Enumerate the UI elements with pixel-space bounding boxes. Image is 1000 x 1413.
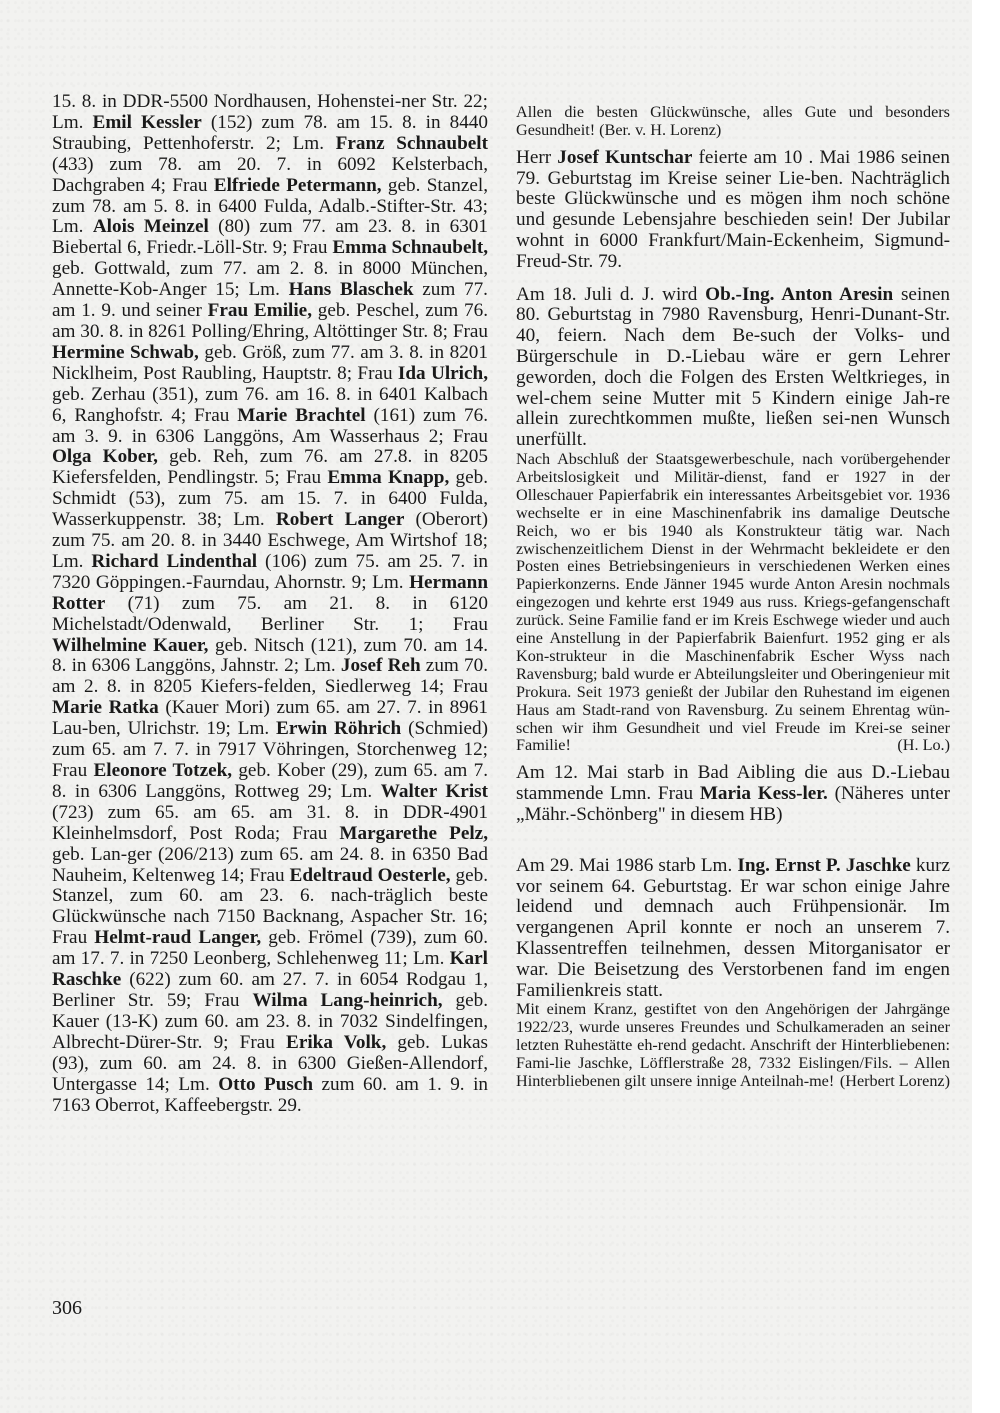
person-name: Olga Kober,	[52, 446, 158, 468]
kessler-obituary	[516, 763, 950, 825]
article-body: (Näheres unter „Mähr.-Schönberg" in diesem HB)	[516, 783, 951, 825]
entry-details: zum 70. am 2. 8. in 8205 Kiefers-felden, Siedlerweg 14; Frau	[52, 655, 488, 698]
entry-details: (80) zum 77. am 23. 8. in 6301 Biebertal 6, Friedr.-Löll-Str. 9; Frau	[52, 216, 488, 259]
entry-details: (433) zum 78. am 20. 7. in 6092 Kelsterbach, Dachgraben 4; Frau	[52, 153, 488, 196]
person-name: Erika Volk,	[286, 1031, 387, 1053]
entry-details: (Schmied) zum 65. am 7. 7. in 7917 Vöhringen, Storchenweg 12; Frau	[52, 718, 488, 781]
biography-text: Nach Abschluß der Staatsgewerbeschule, nach vorübergehender Arbeitslosigkeit und Militär-dienst, fand er 1927 in der Olleschauer Papierfabrik ein interessantes Arbeitsgebiet vor. 1936 wechselte er in eine Maschinenfabrik ins damalige Deutsche Reich, wo er bis 1940 als Konstrukteur tätig war. Nach zwischenzeitlichem Dienst in der Wehrmacht bekleidete er den Posten eines Betriebsingenieurs in verschiedenen Werken eines Papierkonzerns. Ende Jänner 1945 wurde Anton Aresin nochmals eingezogen und kehrte erst 1949 aus russ. Kriegs-gefangenschaft zurück. Seine Familie fand er im Kreis Eschwege wieder und auch eine Anstellung in der Papierfabrik Baienfurt. 1952 ging er als Kon-strukteur in die Maschinenfabrik Escher Wyss nach Ravensburg; bald wurde er Abteilungsleiter und Oberingenieur mit Prokura. Seit 1973 genießt der Jubilar den Ruhestand im eigenen Haus am Stadt-rand von Ravensburg. Zu seinem Ehrentag wün-schen wir ihm Gesundheit und viel Freude im Krei-se seiner Familie!	[516, 449, 950, 755]
person-name: Ida Ulrich,	[397, 362, 488, 384]
person-name: Hermine Schwab,	[52, 341, 199, 363]
person-name: Emil Kessler	[92, 111, 202, 133]
author-signature: (Herbert Lorenz)	[839, 1071, 950, 1090]
article-body: kurz vor seinem 64. Geburtstag. Er war schon einige Jahre leidend und demnach auch Frühpensionär. Im vergangenen April konnte er noch an unserem 7. Klassentreffen teilnehmen, dessen Mitorganisator er war. Die Beisetzung des Verstorbenen fand im engen Familienkreis statt.	[516, 854, 951, 1001]
entry-details: geb. Größ, zum 77. am 3. 8. in 8201 Nicklheim, Post Raubling, Hauptstr. 8; Frau	[52, 341, 488, 384]
person-name: Margarethe Pelz,	[339, 822, 488, 844]
entry-details: (723) zum 65. am 65. am 31. 8. in DDR-4901 Kleinhelmsdorf, Post Roda; Frau	[52, 801, 488, 844]
entry-details: zum 60. am 1. 9. in 7163 Oberrot, Kaffeebergstr. 29.	[52, 1073, 488, 1116]
entry-details: (Kauer Mori) zum 65. am 27. 7. in 8961 Lau-ben, Ulrichstr. 19; Lm.	[52, 697, 488, 740]
person-name: Frau Emilie,	[207, 300, 312, 322]
article-lead: Am 18. Juli d. J. wird	[516, 283, 706, 305]
person-name: Erwin Röhrich	[276, 718, 402, 740]
birthday-list-column	[52, 92, 488, 1116]
person-name: Josef Reh	[340, 655, 421, 677]
entry-details: (106) zum 75. am 25. 7. in 7320 Göppingen.-Faurndau, Ahornstr. 9; Lm.	[52, 550, 488, 593]
entry-details: geb. Lan-ger (206/213) zum 65. am 24. 8. in 6350 Bad Nauheim, Keltenweg 14; Frau	[52, 843, 488, 886]
person-name: Robert Langer	[275, 509, 405, 531]
person-name: Helmt-raud Langer,	[94, 927, 262, 949]
entry-details: geb. Reh, zum 76. am 27.8. in 8205 Kiefersfelden, Pendlingstr. 5; Frau	[52, 446, 488, 489]
entry-details: geb. Gottwald, zum 77. am 2. 8. in 8000 München, Annette-Kob-Anger 15; Lm.	[52, 258, 488, 301]
right-column	[516, 104, 950, 1091]
jaschke-memorial	[516, 1001, 950, 1091]
entry-details: geb. Kober (29), zum 65. am 7. 8. in 6306 Langgöns, Rottweg 29; Lm.	[52, 760, 488, 802]
entry-details: geb. Peschel, zum 76. am 30. 8. in 8261 Polling/Ehring, Altöttinger Str. 8; Frau	[52, 300, 488, 342]
entry-details: (Oberort) zum 75. am 20. 8. in 3440 Eschwege, Am Wirtshof 18; Lm.	[52, 509, 488, 572]
entry-details: geb. Stanzel, zum 78. am 5. 8. in 6400 Fulda, Adalb.-Stifter-Str. 43; Lm.	[52, 174, 488, 238]
birthday-list-text	[52, 92, 488, 1116]
entry-details: geb. Lukas (93), zum 60. am 24. 8. in 6300 Gießen-Allendorf, Untergasse 14; Lm.	[52, 1031, 488, 1095]
article-body: seinen 80. Geburtstag in 7980 Ravensburg, Henri-Dunant-Str. 40, feiern. Nach dem Be-such der Volks- und Bürgerschule in D.-Liebau wäre er gern Lehrer geworden, doch die Folgen des Ersten Weltkrieges, in wel-chem seine Mutter mit 5 Kindern einige Jah-re allein zurechtkommen mußte, ließen sei-nen Wunsch unerfüllt.	[516, 283, 950, 451]
page-number: 306	[52, 1297, 82, 1319]
memorial-text: Mit einem Kranz, gestiftet von den Angehörigen der Jahrgänge 1922/23, wurde unseres Freundes und Schulkameraden an seiner letzten Ruhestätte eh-rend gedacht. Anschrift der Hinterbliebenen: Fami-lie Jaschke, Löfflerstraße 28, 7332 Eislingen/Fils. – Allen Hinterbliebenen gilt unsere innige Anteilnah-me!	[516, 1000, 950, 1090]
kuntschar-article	[516, 148, 950, 273]
author-signature: (H. Lo.)	[897, 736, 950, 755]
person-name: Franz Schnaubelt	[335, 132, 488, 154]
person-name: Alois Meinzel	[92, 216, 209, 238]
person-name: Karl Raschke	[52, 948, 488, 991]
person-name: Marie Brachtel	[237, 404, 366, 426]
entry-details: (152) zum 78. am 15. 8. in 8440 Straubing, Pettenhoferstr. 2; Lm.	[52, 111, 488, 154]
person-name: Josef Kuntschar	[557, 146, 693, 168]
entry-details: (161) zum 76. am 3. 9. in 6306 Langgöns, Am Wasserhaus 2; Frau	[52, 404, 488, 447]
entry-details: geb. Frömel (739), zum 60. am 17. 7. in 7250 Leonberg, Schlehenweg 11; Lm.	[52, 927, 488, 970]
person-name: Hermann Rotter	[52, 571, 488, 614]
person-name: Emma Knapp,	[327, 467, 450, 489]
entry-details: geb. Schmidt (53), zum 75. am 15. 7. in 6400 Fulda, Wasserkuppenstr. 38; Lm.	[52, 467, 489, 531]
person-name: Wilma Lang-heinrich,	[252, 989, 443, 1011]
person-name: Eleonore Totzek,	[93, 760, 233, 781]
entry-details: geb. Zerhau (351), zum 76. am 16. 8. in 6401 Kalbach 6, Ranghofstr. 4; Frau	[52, 383, 488, 426]
person-name: Ing. Ernst P. Jaschke	[737, 854, 911, 876]
entry-details: (622) zum 60. am 27. 7. in 6054 Rodgau 1, Berliner Str. 59; Frau	[52, 969, 488, 1011]
aresin-biography	[516, 451, 950, 755]
person-name: Elfriede Petermann,	[213, 174, 382, 196]
person-name: Otto Pusch	[218, 1073, 314, 1095]
entry-details: geb. Stanzel, zum 60. am 23. 6. nach-träglich beste Glückwünsche nach 7150 Backnang, Aspacher Str. 16; Frau	[52, 864, 488, 949]
entry-details: geb. Kauer (13-K) zum 60. am 23. 8. in 7032 Sindelfingen, Albrecht-Dürer-Str. 9; Frau	[52, 989, 488, 1053]
article-lead: Am 29. Mai 1986 starb Lm.	[516, 854, 738, 876]
person-name: Edeltraud Oesterle,	[289, 864, 451, 886]
jaschke-obituary	[516, 856, 950, 1002]
person-name: Emma Schnaubelt,	[332, 237, 489, 259]
entry-details: (71) zum 75. am 21. 8. in 6120 Michelstadt/Odenwald, Berliner Str. 1; Frau	[52, 592, 488, 635]
article-lead: Herr	[516, 146, 558, 168]
entry-details: 15. 8. in DDR-5500 Nordhausen, Hohenstei-ner Str. 22; Lm.	[52, 91, 488, 133]
person-name: Wilhelmine Kauer,	[52, 634, 209, 656]
person-name: Richard Lindenthal	[91, 550, 258, 572]
entry-details: zum 77. am 1. 9. und seiner	[52, 279, 488, 322]
article-body: feierte am 10 . Mai 1986 seinen 79. Geburtstag im Kreise seiner Lie-ben. Nachträglich beste Glückwünsche und es mögen ihm noch schöne und gesunde Lebensjahre beschieden sein! Der Jubilar wohnt in 6000 Frankfurt/Main-Eckenheim, Sigmund-Freud-Str. 79.	[516, 146, 950, 272]
entry-details: geb. Nitsch (121), zum 70. am 14. 8. in 6306 Langgöns, Jahnstr. 2; Lm.	[52, 634, 488, 677]
person-name: Walter Krist	[380, 780, 489, 802]
person-name: Hans Blaschek	[288, 279, 414, 301]
aresin-article	[516, 285, 950, 451]
person-name: Maria Kess-ler.	[699, 783, 828, 805]
person-name: Ob.-Ing. Anton Aresin	[705, 283, 894, 305]
person-name: Marie Ratka	[52, 697, 159, 719]
article-lead: Am 12. Mai starb in Bad Aibling die aus D.-Liebau stammende Lmn. Frau	[516, 762, 950, 805]
greeting-paragraph: Allen die besten Glückwünsche, alles Gute und besonders Gesundheit! (Ber. v. H. Lorenz)	[516, 103, 950, 139]
